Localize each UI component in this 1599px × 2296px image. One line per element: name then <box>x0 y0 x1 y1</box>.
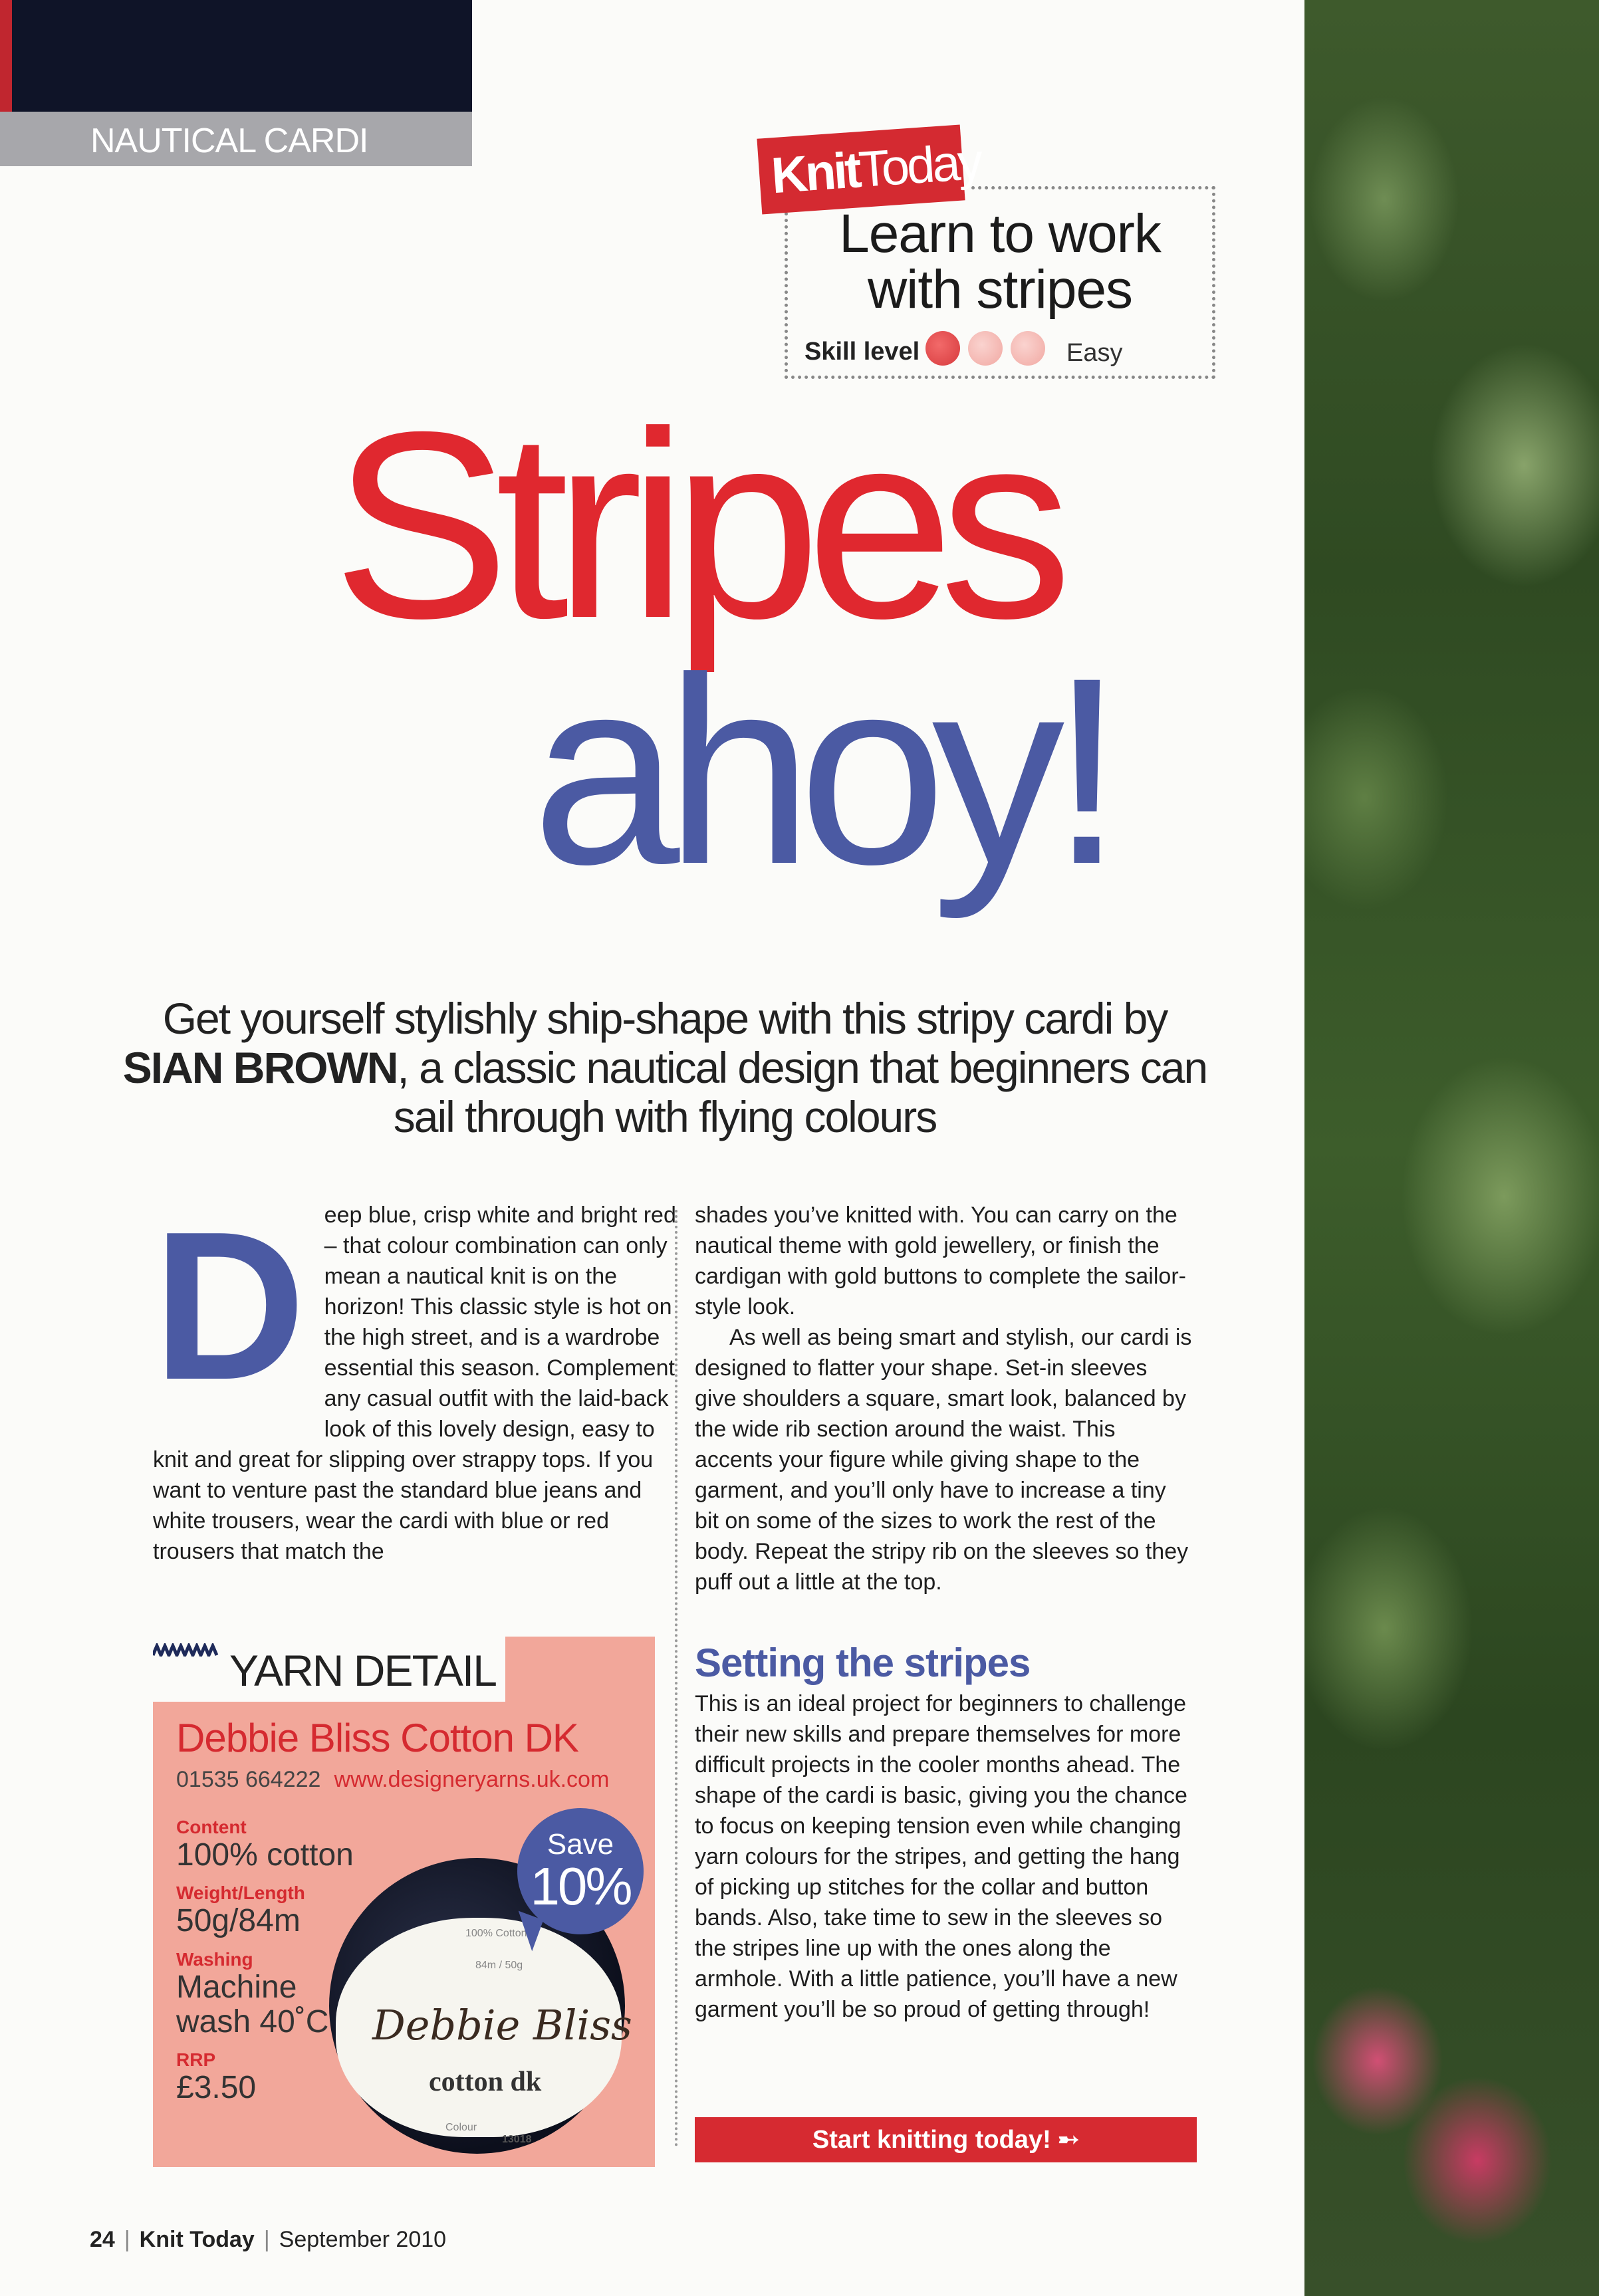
skill-level-label: Skill level <box>804 338 920 366</box>
red-edge-strip <box>0 0 12 112</box>
standfirst-outro: , a classic nautical design that beginners can sail through with flying colours <box>393 1043 1207 1141</box>
logo-today: Today <box>856 133 983 199</box>
start-knitting-banner: Start knitting today! ➸ <box>695 2117 1197 2162</box>
yarn-ball-icon-filled <box>925 331 960 366</box>
skill-title-line2: with stripes <box>867 259 1133 320</box>
column-divider <box>675 1210 677 2147</box>
yarn-phone: 01535 664222 <box>176 1767 321 1792</box>
subheading: Setting the stripes <box>695 1641 1031 1685</box>
body-paragraph-2: shades you’ve knitted with. You can carry on the nautical theme with gold jewellery, or finish the cardigan with gold buttons to complete the sailor-style look. <box>695 1203 1186 1320</box>
spec-value-washing: Machine wash 40˚C <box>176 1970 329 2039</box>
spec-label-washing: Washing <box>176 1949 253 1970</box>
save-badge <box>517 1808 644 1934</box>
label-brand: Debbie Bliss <box>372 2001 632 2049</box>
footer-issue: September 2010 <box>279 2227 447 2252</box>
page-footer <box>90 2227 446 2253</box>
logo-knit: Knit <box>769 142 861 205</box>
top-color-bar <box>0 0 472 112</box>
spec-value-rrp: £3.50 <box>176 2070 257 2105</box>
section-tab-label: NAUTICAL CARDI <box>90 122 368 160</box>
spec-label-weight: Weight/Length <box>176 1883 305 1903</box>
section-tab <box>0 112 472 166</box>
spec-label-content: Content <box>176 1817 247 1837</box>
zigzag-icon <box>153 1643 219 1657</box>
save-value: 10% <box>530 1857 631 1916</box>
body-paragraph-4: This is an ideal project for beginners to challenge their new skills and prepare themselves for more difficult projects in the cooler months ahead. The shape of the cardi is basic, giving you the chance to focus on keeping tension even while changing yarn colours for the stripes, and getting the hang of picking up stitches for the collar and button bands. Also, take time to sew in the sleeves so the stripes line up with the ones along the armhole. With a little patience, you’ll have a new garment you’ll be so proud of getting through! <box>695 1691 1187 2022</box>
skill-title-line1: Learn to work <box>839 203 1161 264</box>
label-length: 84m / 50g <box>475 1960 523 1971</box>
footer-separator: | <box>263 2227 270 2252</box>
spec-value-weight: 50g/84m <box>176 1903 301 1938</box>
standfirst-intro: Get yourself stylishly ship-shape with this stripy cardi by <box>162 994 1168 1043</box>
body-column-2 <box>695 1200 1193 1597</box>
footer-magazine: Knit Today <box>139 2227 255 2252</box>
skill-level-value: Easy <box>1066 339 1123 367</box>
page-number: 24 <box>90 2227 115 2252</box>
label-colour-code: 13018 <box>502 2134 532 2145</box>
drop-cap: D <box>153 1188 306 1424</box>
label-product: cotton dk <box>429 2067 542 2097</box>
body-paragraph-3: As well as being smart and stylish, our cardi is designed to flatter your shape. Set-in sleeves give shoulders a square, smart look, balanced by the wide rib section around the waist. This accents your figure while giving shape to the garment, and you’ll only have to increase a tiny bit on some of the sizes to work the rest of the body. Repeat the stripy rib on the sleeves so they puff out a little at the top. <box>695 1325 1192 1595</box>
body-column-3 <box>695 1688 1193 2025</box>
author-name: SIAN BROWN <box>122 1043 398 1092</box>
yarn-name: Debbie Bliss Cotton DK <box>176 1716 578 1760</box>
headline-line1: Stripes <box>332 376 1058 673</box>
knit-today-logo <box>757 124 983 214</box>
spec-label-rrp: RRP <box>176 2049 216 2070</box>
spec-value-content: 100% cotton <box>176 1837 354 1873</box>
skill-box-title <box>785 203 1215 320</box>
body-paragraph-1: eep blue, crisp white and bright red – that colour combination can only mean a nautical knit is on the horizon! This classic style is hot on the high street, and is a wardrobe essential this season. Complement any casual outfit with the laid-back look of this lovely design, easy to knit and great for slipping over strappy tops. If you want to venture past the standard blue jeans and white trousers, wear the cardi with blue or red trousers that match the <box>153 1203 676 1564</box>
yarn-detail-heading: YARN DETAIL <box>229 1646 496 1695</box>
yarn-url: www.designeryarns.uk.com <box>334 1767 610 1792</box>
standfirst <box>120 994 1210 1141</box>
yarn-contact <box>176 1767 609 1793</box>
facing-page-photo <box>1304 0 1599 2296</box>
headline-line2: ahoy! <box>532 622 1110 919</box>
save-label: Save <box>547 1828 614 1861</box>
yarn-ball-icon-empty <box>968 331 1003 366</box>
body-column-1 <box>153 1188 678 1567</box>
label-colour: Colour <box>445 2122 477 2133</box>
label-fibre: 100% Cotton <box>465 1928 527 1939</box>
yarn-ball-icon-empty <box>1011 331 1045 366</box>
footer-separator: | <box>124 2227 130 2252</box>
